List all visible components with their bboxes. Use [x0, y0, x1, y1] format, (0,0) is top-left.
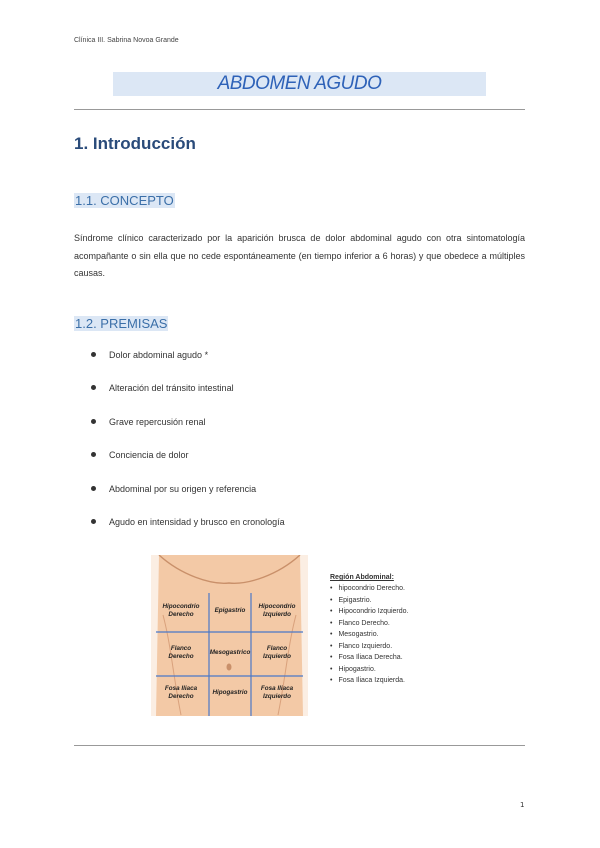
list-item [74, 513, 494, 546]
bullet-icon [91, 452, 96, 457]
list-item-text: Abdominal por su origen y referencia [109, 483, 257, 494]
region-legend [330, 574, 409, 687]
region-label: Hipocondrio Derecho [162, 603, 200, 618]
region-label: Fosa Iliaca Derecho [164, 685, 198, 700]
list-item [74, 413, 494, 446]
legend-title: Región Abdominal: [330, 574, 394, 581]
legend-item: • Epigastrio. [330, 595, 409, 607]
legend-list [330, 583, 409, 687]
list-item-text: Alteración del tránsito intestinal [109, 383, 234, 394]
legend-item: • Hipogastrio. [330, 664, 409, 676]
subheading-premisas-text: 1.2. PREMISAS [75, 316, 168, 331]
legend-item: • Flanco Derecho. [330, 618, 409, 630]
page-title: ABDOMEN AGUDO [217, 73, 382, 94]
legend-item: • Fosa Iliaca Derecha. [330, 652, 409, 664]
page-number: 1 [520, 801, 525, 809]
navel [227, 664, 232, 671]
subheading-concepto-text: 1.1. CONCEPTO [75, 193, 174, 208]
bullet-icon [91, 385, 96, 390]
region-label: Mesogastrico [209, 649, 251, 656]
list-item-text: Grave repercusión renal [109, 416, 206, 427]
title-divider [74, 109, 525, 110]
legend-item: • Flanco Izquierdo. [330, 641, 409, 653]
premisas-list [74, 346, 494, 546]
region-label: Hipogastrio [212, 689, 248, 696]
list-item [74, 446, 494, 479]
list-item-text: Agudo en intensidad y brusco en cronología [109, 516, 285, 527]
region-label: Flanco Derecho [168, 645, 194, 660]
subheading-premisas [74, 316, 168, 331]
region-label: Hipocondrio Izquierdo [258, 603, 296, 618]
region-label: Flanco Izquierdo [263, 645, 291, 660]
list-item [74, 346, 494, 379]
header-note: Clínica III. Sabrina Novoa Grande [74, 37, 179, 44]
region-label: Fosa Iliaca Izquierdo [260, 685, 294, 700]
bottom-divider [74, 745, 525, 746]
region-label: Epigastrio [214, 607, 246, 614]
list-item [74, 379, 494, 412]
bullet-icon [91, 486, 96, 491]
list-item [74, 480, 494, 513]
abdomen-regions-figure [151, 555, 308, 716]
list-item-text: Conciencia de dolor [109, 450, 189, 461]
bullet-icon [91, 419, 96, 424]
legend-item: • Fosa Iliaca Izquierda. [330, 675, 409, 687]
list-item-text: Dolor abdominal agudo * [109, 350, 209, 360]
bullet-icon [91, 352, 96, 357]
legend-item: • Hipocondrio Izquierdo. [330, 606, 409, 618]
subheading-concepto [74, 193, 175, 208]
section-heading-introduccion: 1. Introducción [74, 134, 196, 153]
legend-item: • hipocondrio Derecho. [330, 583, 409, 595]
legend-item: • Mesogastrio. [330, 629, 409, 641]
concepto-paragraph: Síndrome clínico caracterizado por la aparición brusca de dolor abdominal agudo con otra sintomatología acompañante o sin ella que no cede espontáneamente (en tiempo inferior a 6 horas) y que obedece a múltiples causas. [74, 233, 525, 278]
bullet-icon [91, 519, 96, 524]
